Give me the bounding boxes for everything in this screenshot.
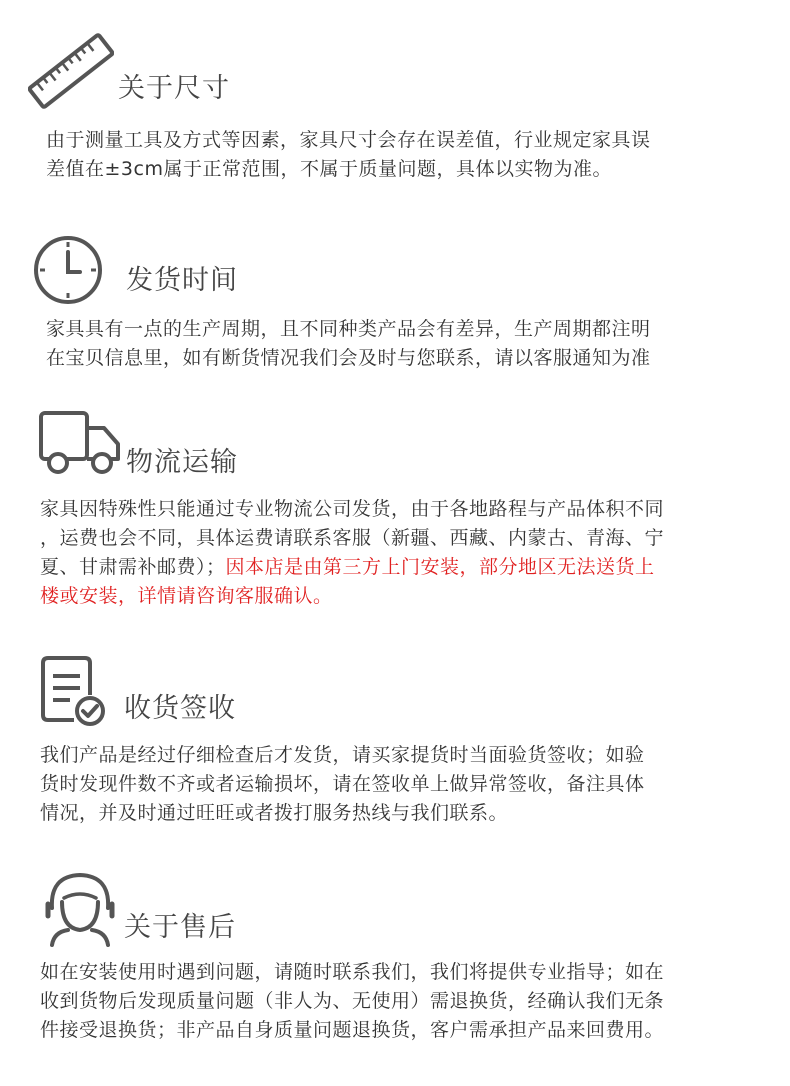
section-title-shipping-time: 发货时间 (126, 265, 238, 296)
customer-service-icon (42, 870, 118, 948)
text-line: 由于测量工具及方式等因素，家具尺寸会存在误差值，行业规定家具误 (46, 129, 651, 151)
section-text-receipt (40, 741, 645, 828)
truck-icon (38, 410, 124, 476)
section-title-receipt: 收货签收 (124, 693, 236, 724)
text-line: 货时发现件数不齐或者运输损坏，请在签收单上做异常签收，备注具体 (40, 773, 645, 795)
section-title-after-sales: 关于售后 (124, 912, 236, 943)
installation-notice-cont: 楼或安装，详情请咨询客服确认。 (40, 585, 333, 607)
section-text-after-sales (40, 958, 664, 1045)
text-line: 差值在±3cm属于正常范围，不属于质量问题，具体以实物为准。 (46, 158, 612, 180)
section-text-size (46, 126, 651, 184)
text-line: 收到货物后发现质量问题（非人为、无使用）需退换货，经确认我们无条 (40, 990, 665, 1012)
text-line: 家具因特殊性只能通过专业物流公司发货，由于各地路程与产品体积不同 (40, 498, 665, 520)
ruler-icon (28, 30, 114, 112)
section-text-shipping-time (46, 315, 651, 373)
section-title-size: 关于尺寸 (118, 73, 230, 104)
section-text-logistics (40, 495, 664, 611)
section-title-logistics: 物流运输 (126, 447, 238, 478)
clock-icon (32, 234, 104, 306)
installation-notice: 因本店是由第三方上门安装，部分地区无法送货上 (225, 556, 655, 578)
text-line: 如在安装使用时遇到问题，请随时联系我们，我们将提供专业指导；如在 (40, 961, 665, 983)
text-line: 我们产品是经过仔细检查后才发货，请买家提货时当面验货签收；如验 (40, 744, 645, 766)
text-plain: 夏、甘肃需补邮费）； (40, 556, 226, 578)
document-check-icon (40, 655, 108, 727)
text-line: 件接受退换货；非产品自身质量问题退换货，客户需承担产品来回费用。 (40, 1019, 665, 1041)
text-line: ，运费也会不同，具体运费请联系客服（新疆、西藏、内蒙古、青海、宁 (40, 527, 665, 549)
text-line: 在宝贝信息里，如有断货情况我们会及时与您联系，请以客服通知为准 (46, 347, 651, 369)
text-line: 家具具有一点的生产周期，且不同种类产品会有差异，生产周期都注明 (46, 318, 651, 340)
text-line: 情况，并及时通过旺旺或者拨打服务热线与我们联系。 (40, 802, 509, 824)
text-line (40, 553, 664, 582)
